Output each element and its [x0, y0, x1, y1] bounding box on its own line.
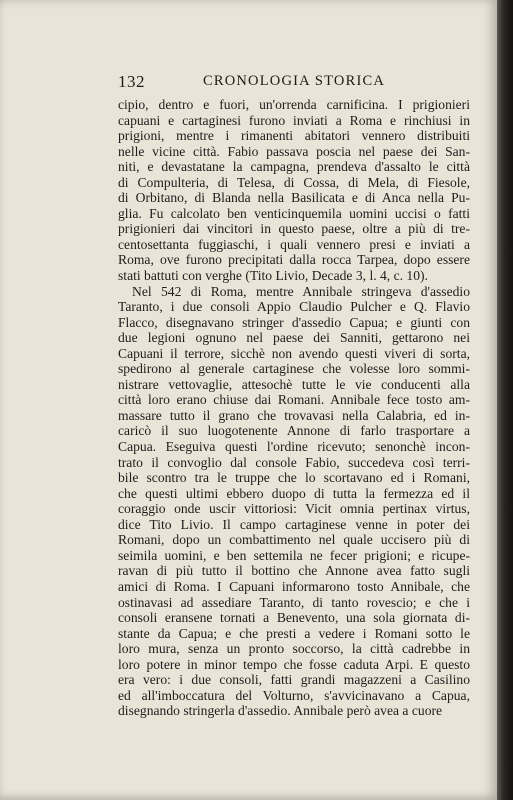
text-line: Capuani il terrore, sicchè non avendo questi viveri di sorta,	[118, 345, 470, 361]
text-line: cipio, dentro e fuori, un'orrenda carnificina. I prigionieri	[118, 97, 470, 112]
text-line: massare tutto il grano che trovavasi nella Calabria, ed in-	[118, 407, 470, 423]
text-line: caricò il suo luogotenente Annone di farlo trasportare a	[118, 423, 470, 439]
text-line: centosettanta fuggiaschi, i quali vennero presi e inviati a	[118, 236, 470, 252]
text-line: Flacco, disegnavano stringer d'assedio Capua; e giunti con	[118, 314, 470, 330]
text-line: capuani e cartaginesi furono inviati a Roma e rinchiusi in	[118, 112, 470, 128]
text-line: città loro erano chiuse dai Romani. Annibale fece tosto am-	[118, 392, 470, 408]
text-line: nelle vicine città. Fabio passava poscia nel paese dei San-	[118, 143, 470, 159]
text-line: amici di Roma. I Capuani informarono tosto Annibale, che	[118, 578, 470, 594]
text-line: Romani, dopo un combattimento nel quale uccisero più di	[118, 532, 470, 548]
running-title: CRONOLOGIA STORICA	[202, 73, 386, 89]
body-text	[118, 97, 470, 719]
page-number: 132	[118, 72, 145, 91]
text-line: loro mura, senza un pronto soccorso, la città cadrebbe in	[118, 641, 470, 657]
text-line: dice Tito Livio. Il campo cartaginese venne in poter dei	[118, 516, 470, 532]
text-line: Roma, ove furono precipitati dalla rocca Tarpea, dopo essere	[118, 252, 470, 268]
text-line: prigionieri dai vincitori in questo paese, oltre a più di tre-	[118, 221, 470, 237]
text-line: Capua. Eseguiva questi l'ordine ricevuto; senonchè incon-	[118, 439, 470, 455]
text-line: ed all'imboccatura del Volturno, s'avvicinavano a Capua,	[118, 687, 470, 703]
page-header	[118, 72, 470, 94]
text-line: ravan di più tutto il bottino che Annone avea fatto sugli	[118, 563, 470, 579]
paragraph	[118, 284, 470, 719]
text-line: di Orbitano, di Blanda nella Basilicata e di Anca nella Pu-	[118, 190, 470, 206]
text-line: ostinavasi ad assediare Taranto, di tanto rovescio; e che i	[118, 594, 470, 610]
page-edge-shadow	[497, 0, 513, 800]
text-line: niti, e devastatane la campagna, prendeva d'assalto le città	[118, 159, 470, 175]
text-line: stante da Capua; e che presti a vedere i Romani sotto le	[118, 625, 470, 641]
text-line: coraggio onde uscir vittoriosi: Vicit omnia pertinax virtus,	[118, 501, 470, 517]
paragraph	[118, 97, 470, 284]
text-line: era vero: i due consoli, fatti grandi magazzeni a Casilino	[118, 672, 470, 688]
text-line: prigioni, mentre i rimanenti abitatori vennero distribuiti	[118, 128, 470, 144]
text-line: che questi ultimi ebbero duopo di tutta la fermezza ed il	[118, 485, 470, 501]
text-line: due legioni ognuno nel paese dei Sanniti, gettarono nei	[118, 330, 470, 346]
text-line: di Compulteria, di Telesa, di Cossa, di Mela, di Fiesole,	[118, 174, 470, 190]
text-line: disegnando stringerla d'assedio. Annibale però avea a cuore	[118, 703, 443, 719]
text-line: spedirono al generale cartaginese che volesse loro sommi-	[118, 361, 470, 377]
text-line: Taranto, i due consoli Appio Claudio Pulcher e Q. Flavio	[118, 299, 470, 315]
text-line: consoli eransene tornati a Benevento, una sola giornata di-	[118, 610, 470, 626]
text-line: trato il convoglio dal console Fabio, succedeva così terri-	[118, 454, 470, 470]
text-line: nistrare vettovaglie, attesochè tutte le vie conducenti alla	[118, 376, 470, 392]
text-line: seimila uomini, e ben settemila ne fecer prigioni; e ricupe-	[118, 547, 470, 563]
text-line: stati battuti con verghe (Tito Livio, Decade 3, l. 4, c. 10).	[118, 268, 428, 284]
text-line: glia. Fu calcolato ben venticinquemila uomini uccisi o fatti	[118, 205, 470, 221]
text-line: Nel 542 di Roma, mentre Annibale stringeva d'assedio	[132, 283, 470, 299]
text-line: loro potere in minor tempo che fosse caduta Arpi. E questo	[118, 656, 470, 672]
text-line: bile scontro tra le truppe che lo scortavano ed i Romani,	[118, 470, 470, 486]
